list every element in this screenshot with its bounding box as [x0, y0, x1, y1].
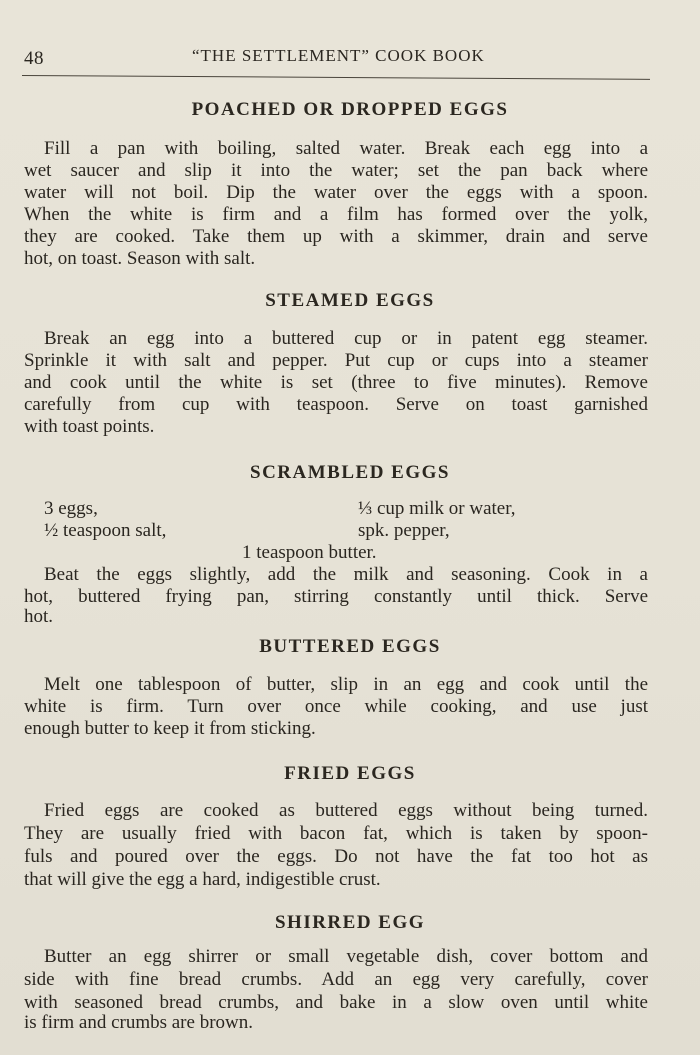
running-head	[22, 44, 650, 72]
paragraph-line: that will give the egg a hard, indigestible crust.	[24, 869, 381, 890]
section-title-poached-eggs: POACHED OR DROPPED EGGS	[191, 99, 509, 120]
paragraph-line: Melt one tablespoon of butter, slip in an egg and cook until the	[44, 674, 648, 695]
paragraph-line: with seasoned bread crumbs, and bake in a slow oven until white	[24, 992, 648, 1013]
paragraph-line: they are cooked. Take them up with a skimmer, drain and serve	[24, 226, 648, 247]
section-title-scrambled-eggs: SCRAMBLED EGGS	[250, 462, 450, 483]
paragraph-line: Fill a pan with boiling, salted water. Break each egg into a	[44, 138, 648, 159]
section-title-fried-eggs: FRIED EGGS	[284, 763, 416, 784]
paragraph-line: hot.	[24, 606, 54, 627]
paragraph-line: They are usually fried with bacon fat, which is taken by spoon-	[24, 823, 648, 844]
paragraph-line: carefully from cup with teaspoon. Serve on toast garnished	[24, 394, 648, 415]
paragraph-line: wet saucer and slip it into the water; set the pan back where	[24, 160, 648, 181]
ingredient-eggs: 3 eggs,	[44, 498, 98, 519]
paragraph-line: Sprinkle it with salt and pepper. Put cup or cups into a steamer	[24, 350, 648, 371]
paragraph-line: Fried eggs are cooked as buttered eggs without being turned.	[44, 800, 648, 821]
paragraph-line: side with fine bread crumbs. Add an egg very carefully, cover	[24, 969, 648, 990]
paragraph-line: enough butter to keep it from sticking.	[24, 718, 316, 739]
paragraph-line: Break an egg into a buttered cup or in patent egg steamer.	[44, 328, 648, 349]
ingredient-pepper: spk. pepper,	[358, 520, 450, 541]
section-title-shirred-egg: SHIRRED EGG	[274, 912, 426, 933]
paragraph-line: hot, buttered frying pan, stirring constantly until thick. Serve	[24, 586, 648, 607]
paragraph-line: When the white is firm and a film has formed over the yolk,	[24, 204, 648, 225]
paragraph-line: water will not boil. Dip the water over the eggs with a spoon.	[24, 182, 648, 203]
paragraph-line: fuls and poured over the eggs. Do not have the fat too hot as	[24, 846, 648, 867]
page-number: 48	[24, 48, 44, 69]
ingredient-salt: ½ teaspoon salt,	[44, 520, 167, 541]
paragraph-line: is firm and crumbs are brown.	[24, 1012, 253, 1033]
paragraph-line: Butter an egg shirrer or small vegetable dish, cover bottom and	[44, 946, 648, 967]
book-title: “THE SETTLEMENT” COOK BOOK	[192, 46, 485, 65]
paragraph-line: hot, on toast. Season with salt.	[24, 248, 256, 269]
ingredient-milk: ⅓ cup milk or water,	[358, 498, 516, 519]
paragraph-line: and cook until the white is set (three to five minutes). Remove	[24, 372, 648, 393]
section-title-buttered-eggs: BUTTERED EGGS	[259, 636, 441, 657]
paragraph-line: white is firm. Turn over once while cooking, and use just	[24, 696, 648, 717]
section-title-steamed-eggs: STEAMED EGGS	[265, 290, 435, 311]
paragraph-line: with toast points.	[24, 416, 155, 437]
paragraph-line: Beat the eggs slightly, add the milk and seasoning. Cook in a	[44, 564, 648, 585]
ingredient-butter: 1 teaspoon butter.	[242, 542, 377, 563]
header-rule	[22, 75, 650, 80]
